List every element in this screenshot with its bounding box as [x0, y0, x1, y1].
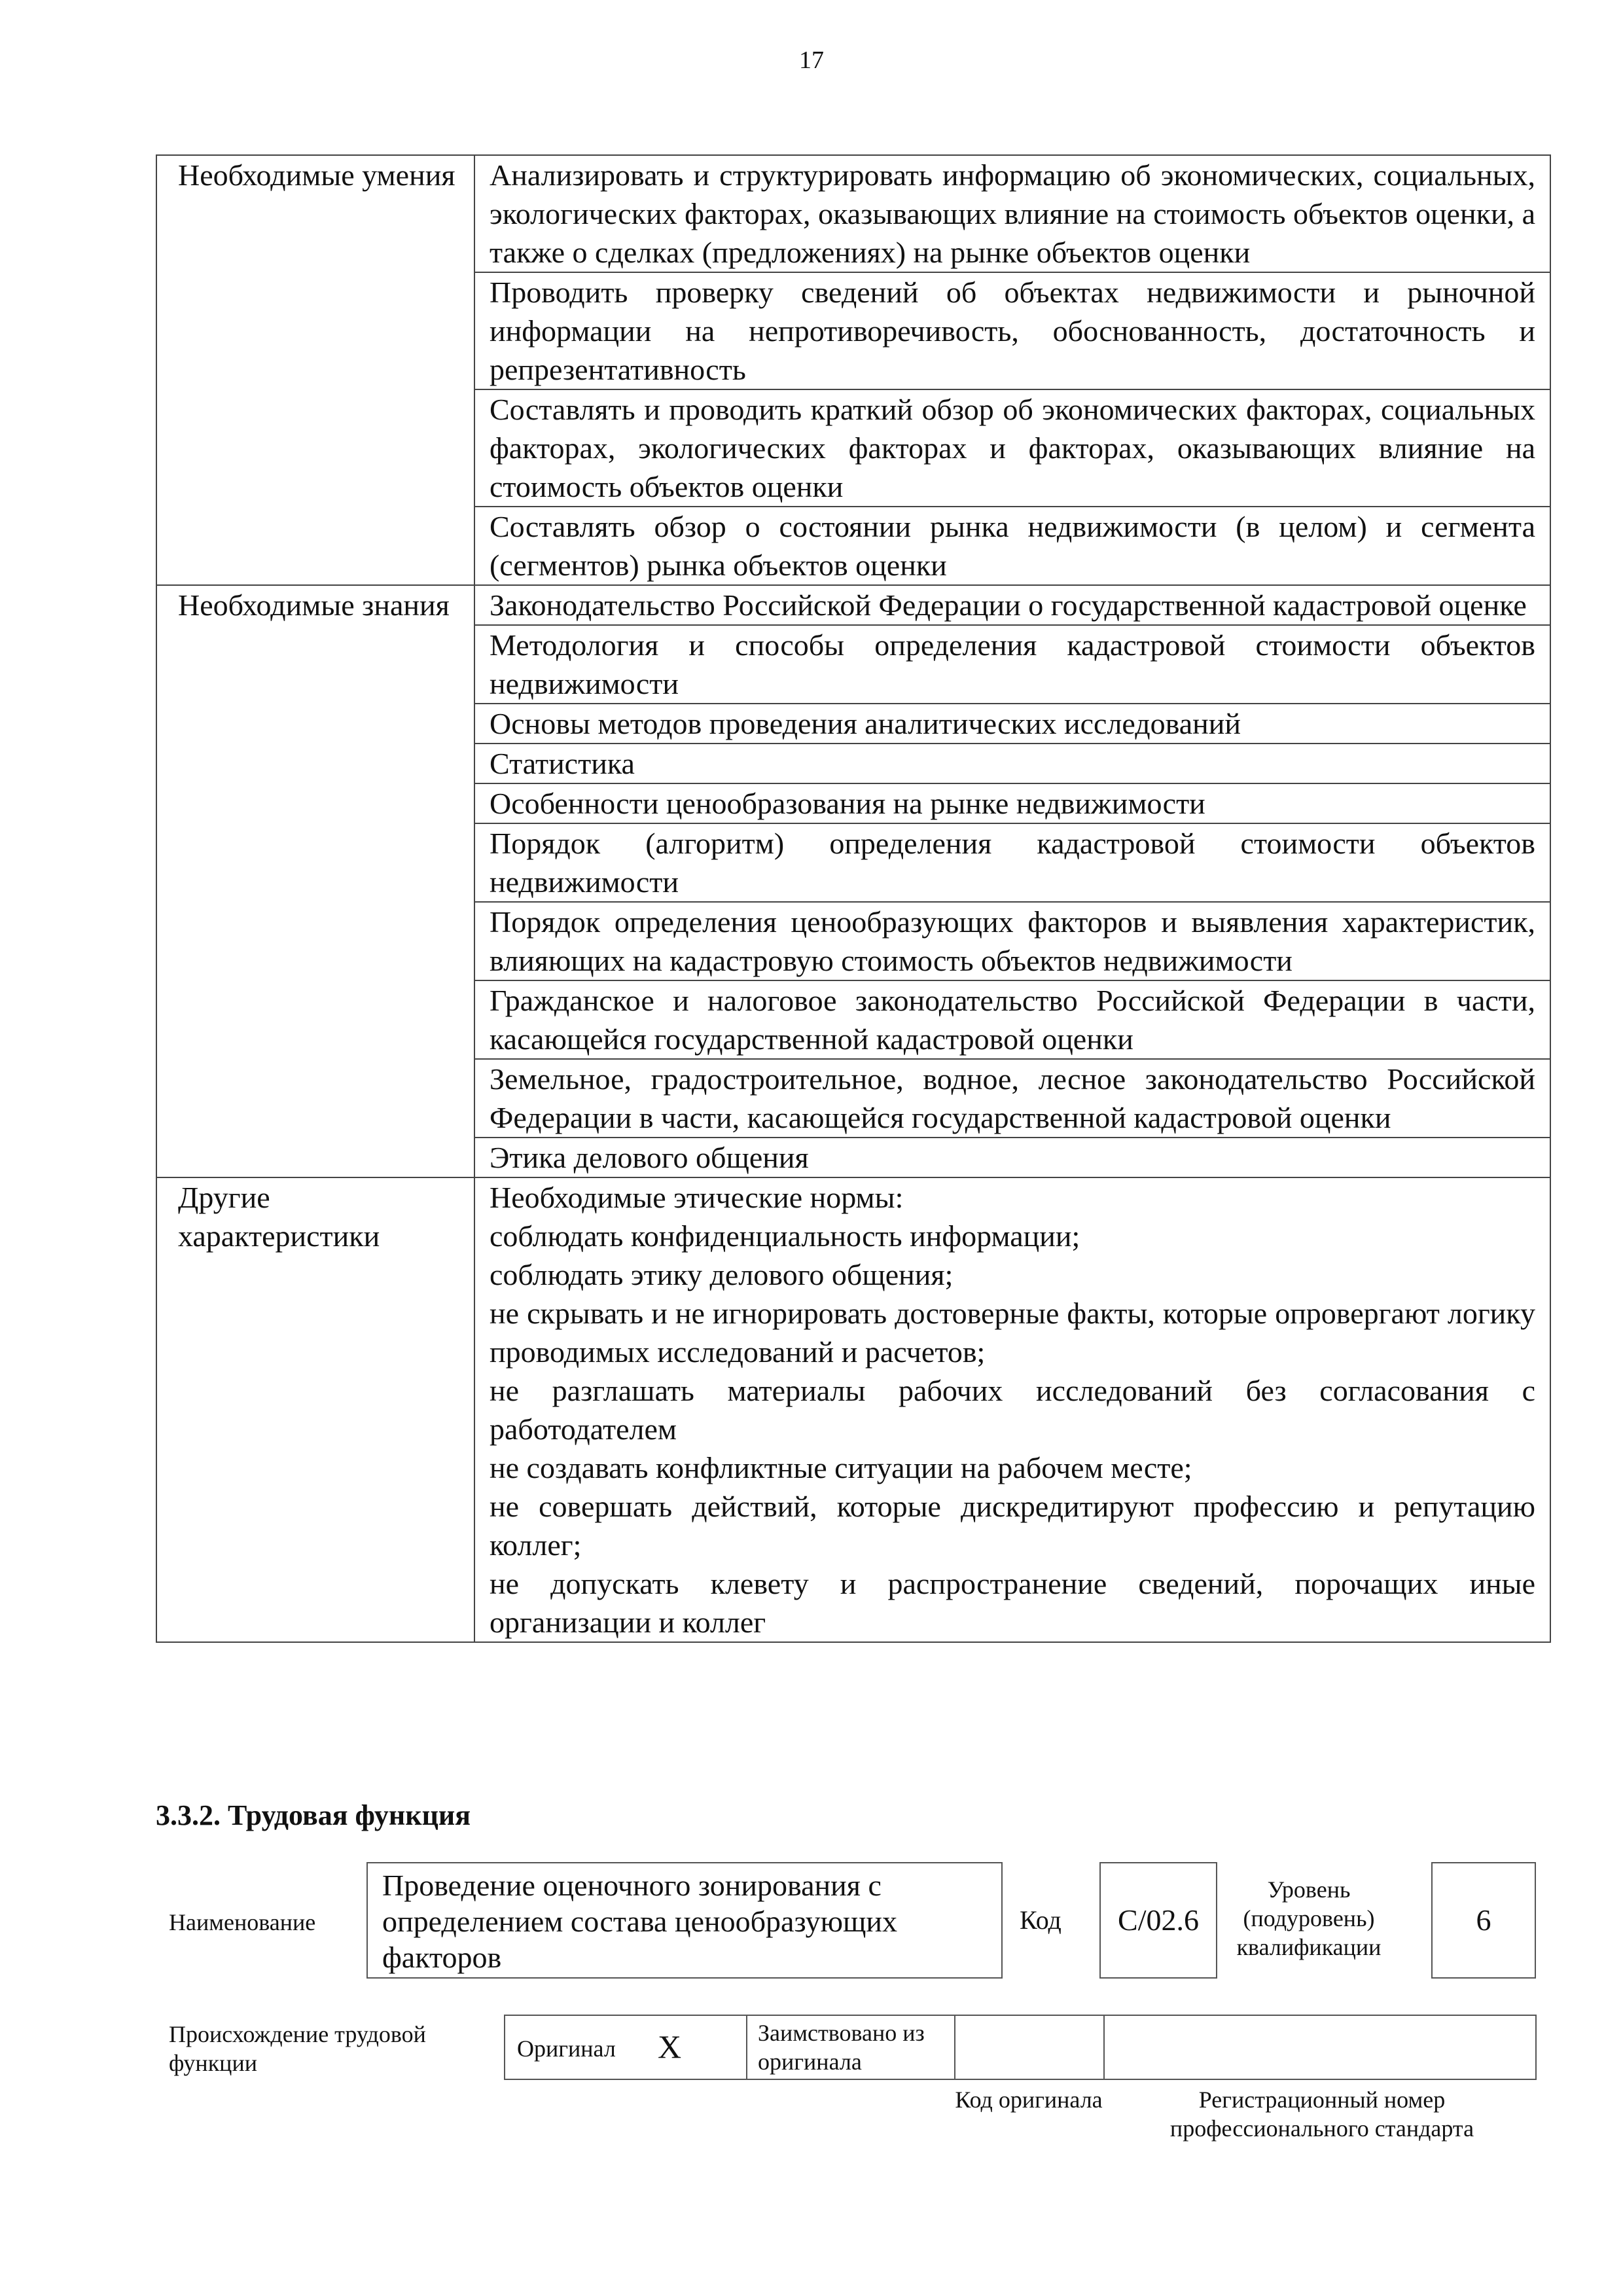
code-label: Код [1020, 1905, 1061, 1935]
ethics-line: не совершать действий, которые дискредитируют профессию и репутацию коллег; [490, 1490, 1535, 1562]
ethics-line: не создавать конфликтные ситуации на рабочем месте; [490, 1451, 1192, 1484]
knowledge-item: Статистика [474, 744, 1550, 783]
other-characteristics-cell [474, 1177, 1550, 1642]
origin-label: Происхождение трудовой функции [169, 2021, 426, 2076]
requirements-table [156, 154, 1551, 1643]
skill-item: Анализировать и структурировать информацию об экономических, социальных, экологических факторах, оказывающих влияние на стоимость объектов оценки, а также о сделках (предложениях) на рынке объектов оценки [474, 155, 1550, 272]
section-heading: 3.3.2. Трудовая функция [156, 1799, 471, 1831]
ethics-line: не скрывать и не игнорировать достоверные факты, которые опровергают логику проводимых исследований и расчетов; [490, 1297, 1535, 1369]
row-label-knowledge: Необходимые знания [156, 585, 474, 1177]
origin-divider [746, 2015, 747, 2080]
knowledge-item: Порядок определения ценообразующих факторов и выявления характеристик, влияющих на кадастровую стоимость объектов недвижимости [474, 902, 1550, 980]
page-number: 17 [799, 46, 824, 74]
original-mark: X [658, 2028, 682, 2065]
skill-item: Составлять обзор о состоянии рынка недвижимости (в целом) и сегмента (сегментов) рынка объектов оценки [474, 507, 1550, 585]
knowledge-item: Порядок (алгоритм) определения кадастровой стоимости объектов недвижимости [474, 823, 1550, 902]
knowledge-item: Основы методов проведения аналитических исследований [474, 704, 1550, 744]
ethics-line: не допускать клевету и распространение сведений, порочащих иные организации и коллег [490, 1567, 1535, 1639]
row-label-skills: Необходимые умения [156, 155, 474, 585]
level-box [1431, 1862, 1536, 1979]
ethics-line: соблюдать конфиденциальность информации; [490, 1219, 1080, 1253]
borrowed-label: Заимствовано из оригинала [758, 2020, 925, 2075]
origin-divider [954, 2015, 955, 2080]
ethics-line: соблюдать этику делового общения; [490, 1258, 954, 1291]
knowledge-item: Методология и способы определения кадастровой стоимости объектов недвижимости [474, 625, 1550, 704]
knowledge-item: Законодательство Российской Федерации о государственной кадастровой оценке [474, 585, 1550, 625]
ethics-line: Необходимые этические нормы: [490, 1181, 904, 1214]
code-value: С/02.6 [1118, 1903, 1199, 1937]
code-original-caption: Код оригинала [955, 2087, 1103, 2113]
origin-divider [1103, 2015, 1105, 2080]
knowledge-item: Особенности ценообразования на рынке недвижимости [474, 783, 1550, 823]
row-label-other: Другие характеристики [156, 1177, 474, 1642]
function-name-value: Проведение оценочного зонирования с определением состава ценообразующих факторов [382, 1869, 898, 1974]
table-row [156, 1177, 1550, 1642]
level-value: 6 [1476, 1903, 1491, 1937]
reg-number-caption: Регистрационный номер профессионального стандарта [1169, 2087, 1474, 2142]
level-label: Уровень (подуровень) квалификации [1236, 1876, 1382, 1960]
name-label: Наименование [169, 1909, 316, 1935]
original-label: Оригинал [517, 2036, 616, 2062]
ethics-line: не разглашать материалы рабочих исследований без согласования с работодателем [490, 1374, 1535, 1446]
table-row [156, 585, 1550, 625]
skill-item: Составлять и проводить краткий обзор об экономических факторах, социальных факторах, экологических факторах и факторах, оказывающих влияние на стоимость объектов оценки [474, 389, 1550, 507]
table-row [156, 155, 1550, 272]
knowledge-item: Гражданское и налоговое законодательство Российской Федерации в части, касающейся государственной кадастровой оценки [474, 980, 1550, 1059]
code-box [1099, 1862, 1217, 1979]
skill-item: Проводить проверку сведений об объектах недвижимости и рыночной информации на непротиворечивость, обоснованность, достаточность и репрезентативность [474, 272, 1550, 389]
knowledge-item: Земельное, градостроительное, водное, лесное законодательство Российской Федерации в части, касающейся государственной кадастровой оценки [474, 1059, 1550, 1138]
function-name-box [366, 1862, 1003, 1979]
knowledge-item: Этика делового общения [474, 1138, 1550, 1177]
